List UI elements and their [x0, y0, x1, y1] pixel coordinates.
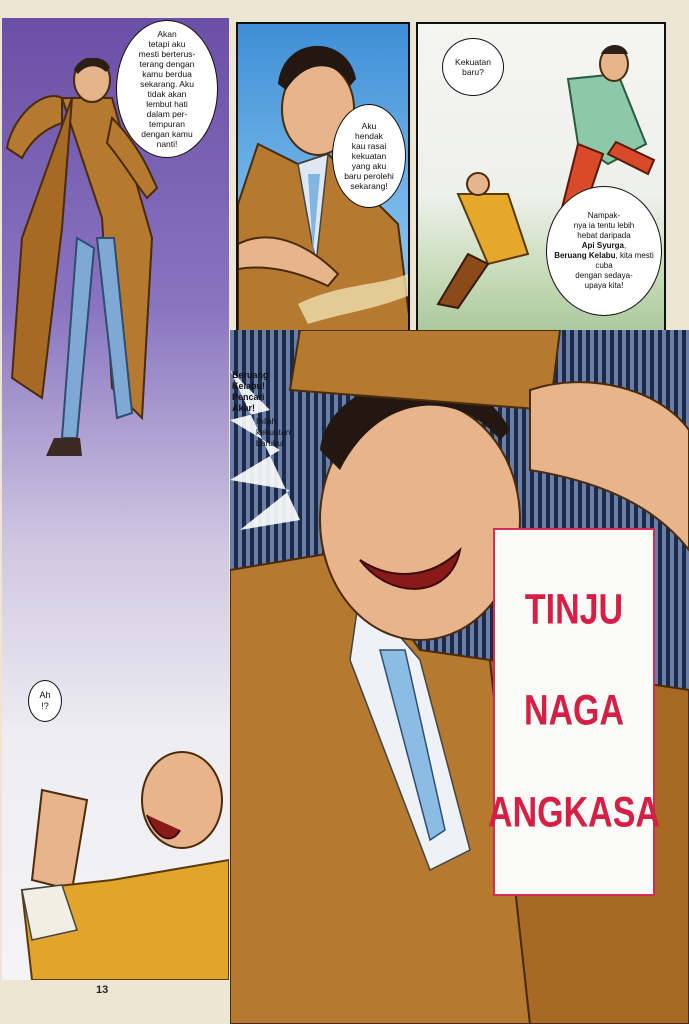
- panel-1: [2, 18, 229, 980]
- monk-figure: [2, 710, 229, 980]
- name-beruang-kelabu: Beruang Kelabu: [554, 251, 616, 260]
- sfx-word-1: TINJU: [524, 586, 624, 634]
- page-number: 13: [96, 984, 109, 996]
- speech-bubble-panel-3-top: Kekuatan baru?: [442, 38, 504, 96]
- sfx-box-tinju-naga-angkasa: [488, 528, 660, 896]
- speech-bubble-panel-1: Akan tetapi aku mesti berterus- terang dengan kamu berdua sekarang. Aku tidak akan lembut hati dalam per- tempuran dengan kamu nanti!: [116, 20, 218, 158]
- speech-bubble-panel-2: Aku hendak kau rasai kekuatan yang aku baru perolehi sekarang!: [332, 104, 406, 208]
- speech-bubble-panel-5: Ah !?: [28, 680, 62, 722]
- shout-text-panel-4: Beruang Kelabu! Pencari Akar!: [232, 370, 269, 413]
- speech-bubble-panel-3-bottom: Nampak- nya ia tentu lebih hebat daripada Api Syurga, Beruang Kelabu, kita mesti cuba dengan sedaya- upaya kita!: [546, 186, 662, 316]
- sfx-word-3: ANGKASA: [488, 788, 660, 837]
- name-api-syurga: Api Syurga: [581, 241, 624, 250]
- shout-text-panel-4-b: Inilah kekuatan baruku!: [256, 416, 291, 448]
- sfx-word-2: NAGA: [523, 687, 625, 736]
